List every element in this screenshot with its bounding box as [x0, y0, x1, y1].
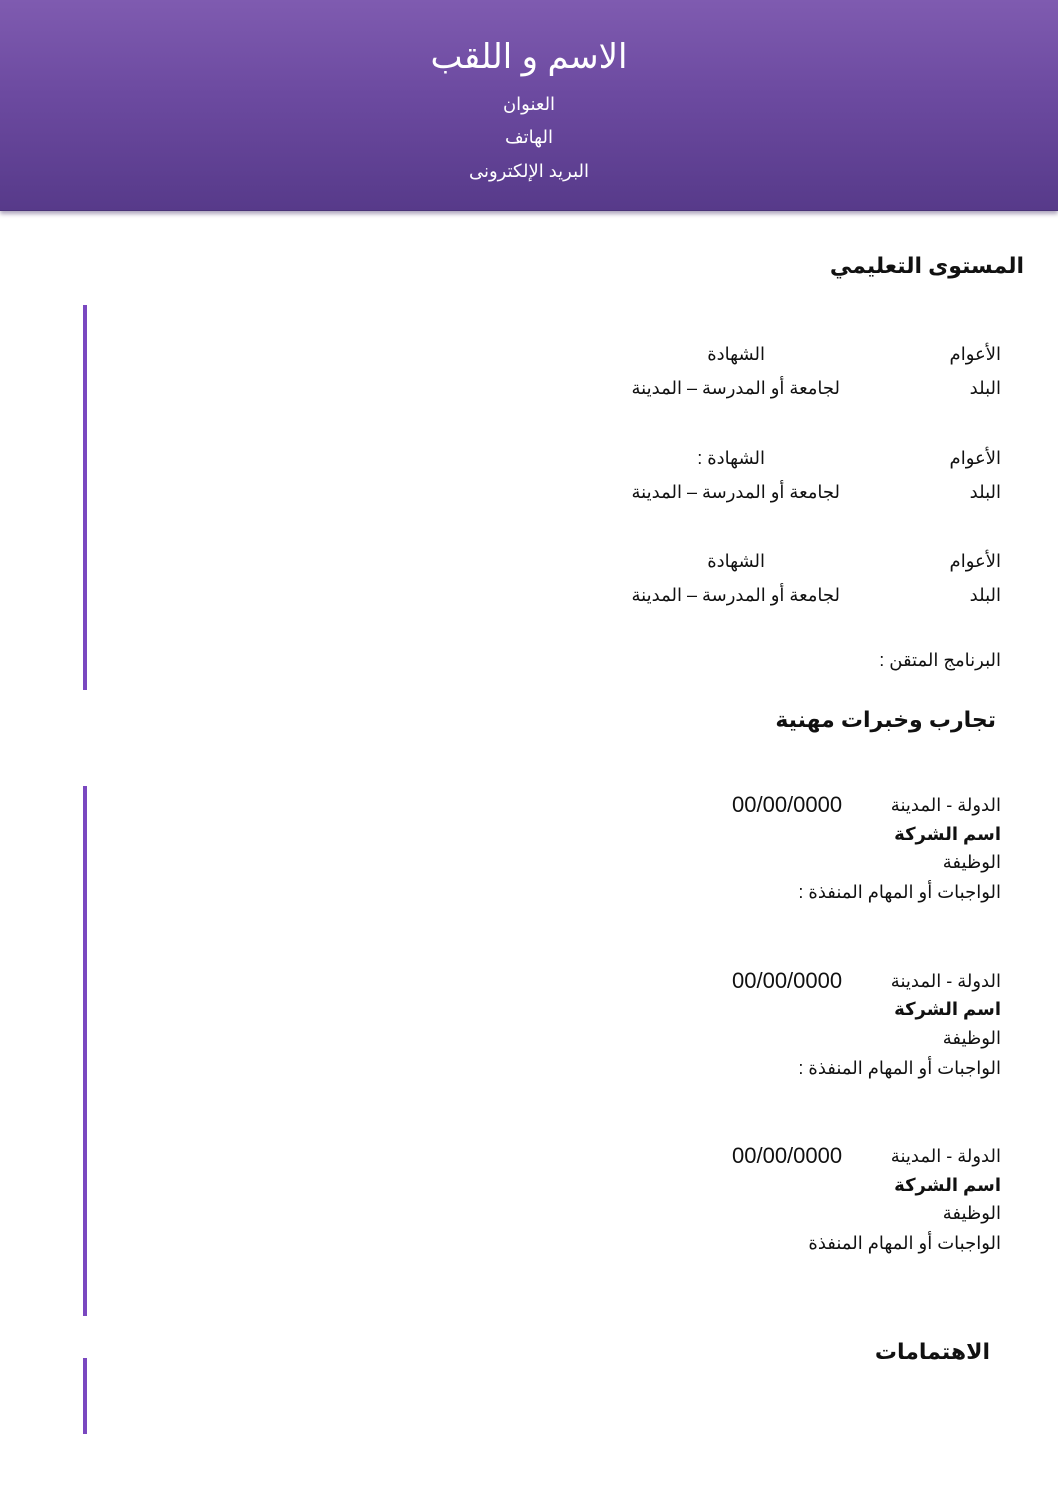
company-name: اسم الشركة	[894, 824, 1001, 844]
address: العنوان	[502, 94, 556, 114]
company-name: اسم الشركة	[894, 999, 1001, 1019]
education-years: الأعوام	[949, 551, 1001, 571]
education-country: البلد	[969, 585, 1001, 605]
software-skills: البرنامج المتقن :	[879, 650, 1001, 670]
email: البريد الإلكترونى	[468, 161, 590, 181]
full-name: الاسم و اللقب	[430, 38, 628, 76]
phone: الهاتف	[505, 127, 553, 147]
experience-location: الدولة - المدينة	[890, 1146, 1001, 1166]
education-country: البلد	[969, 378, 1001, 398]
education-degree: الشهادة	[707, 551, 765, 571]
experience-date: 00/00/0000	[732, 792, 843, 817]
education-title: المستوى التعليمي	[829, 253, 1024, 278]
job-duties: الواجبات أو المهام المنفذة :	[798, 882, 1001, 902]
job-title: الوظيفة	[942, 852, 1001, 872]
education-school: لجامعة أو المدرسة – المدينة	[631, 482, 840, 502]
interests-title: الاهتمامات	[874, 1339, 990, 1364]
job-title: الوظيفة	[942, 1028, 1001, 1048]
header-banner	[0, 0, 1058, 211]
education-years: الأعوام	[949, 344, 1001, 364]
education-accent-bar	[83, 305, 87, 690]
experience-location: الدولة - المدينة	[890, 971, 1001, 991]
education-school: لجامعة أو المدرسة – المدينة	[631, 585, 840, 605]
experience-location: الدولة - المدينة	[890, 795, 1001, 815]
education-country: البلد	[969, 482, 1001, 502]
experience-accent-bar	[83, 786, 87, 1316]
education-school: لجامعة أو المدرسة – المدينة	[631, 378, 840, 398]
experience-date: 00/00/0000	[732, 968, 843, 993]
job-title: الوظيفة	[942, 1203, 1001, 1223]
education-degree: الشهادة	[707, 344, 765, 364]
job-duties: الواجبات أو المهام المنفذة	[808, 1233, 1001, 1253]
interests-accent-bar	[83, 1358, 87, 1434]
experience-title: تجارب وخبرات مهنية	[775, 707, 996, 732]
experience-date: 00/00/0000	[732, 1143, 843, 1168]
company-name: اسم الشركة	[894, 1175, 1001, 1195]
education-degree: الشهادة :	[697, 448, 765, 468]
job-duties: الواجبات أو المهام المنفذة :	[798, 1058, 1001, 1078]
education-years: الأعوام	[949, 448, 1001, 468]
